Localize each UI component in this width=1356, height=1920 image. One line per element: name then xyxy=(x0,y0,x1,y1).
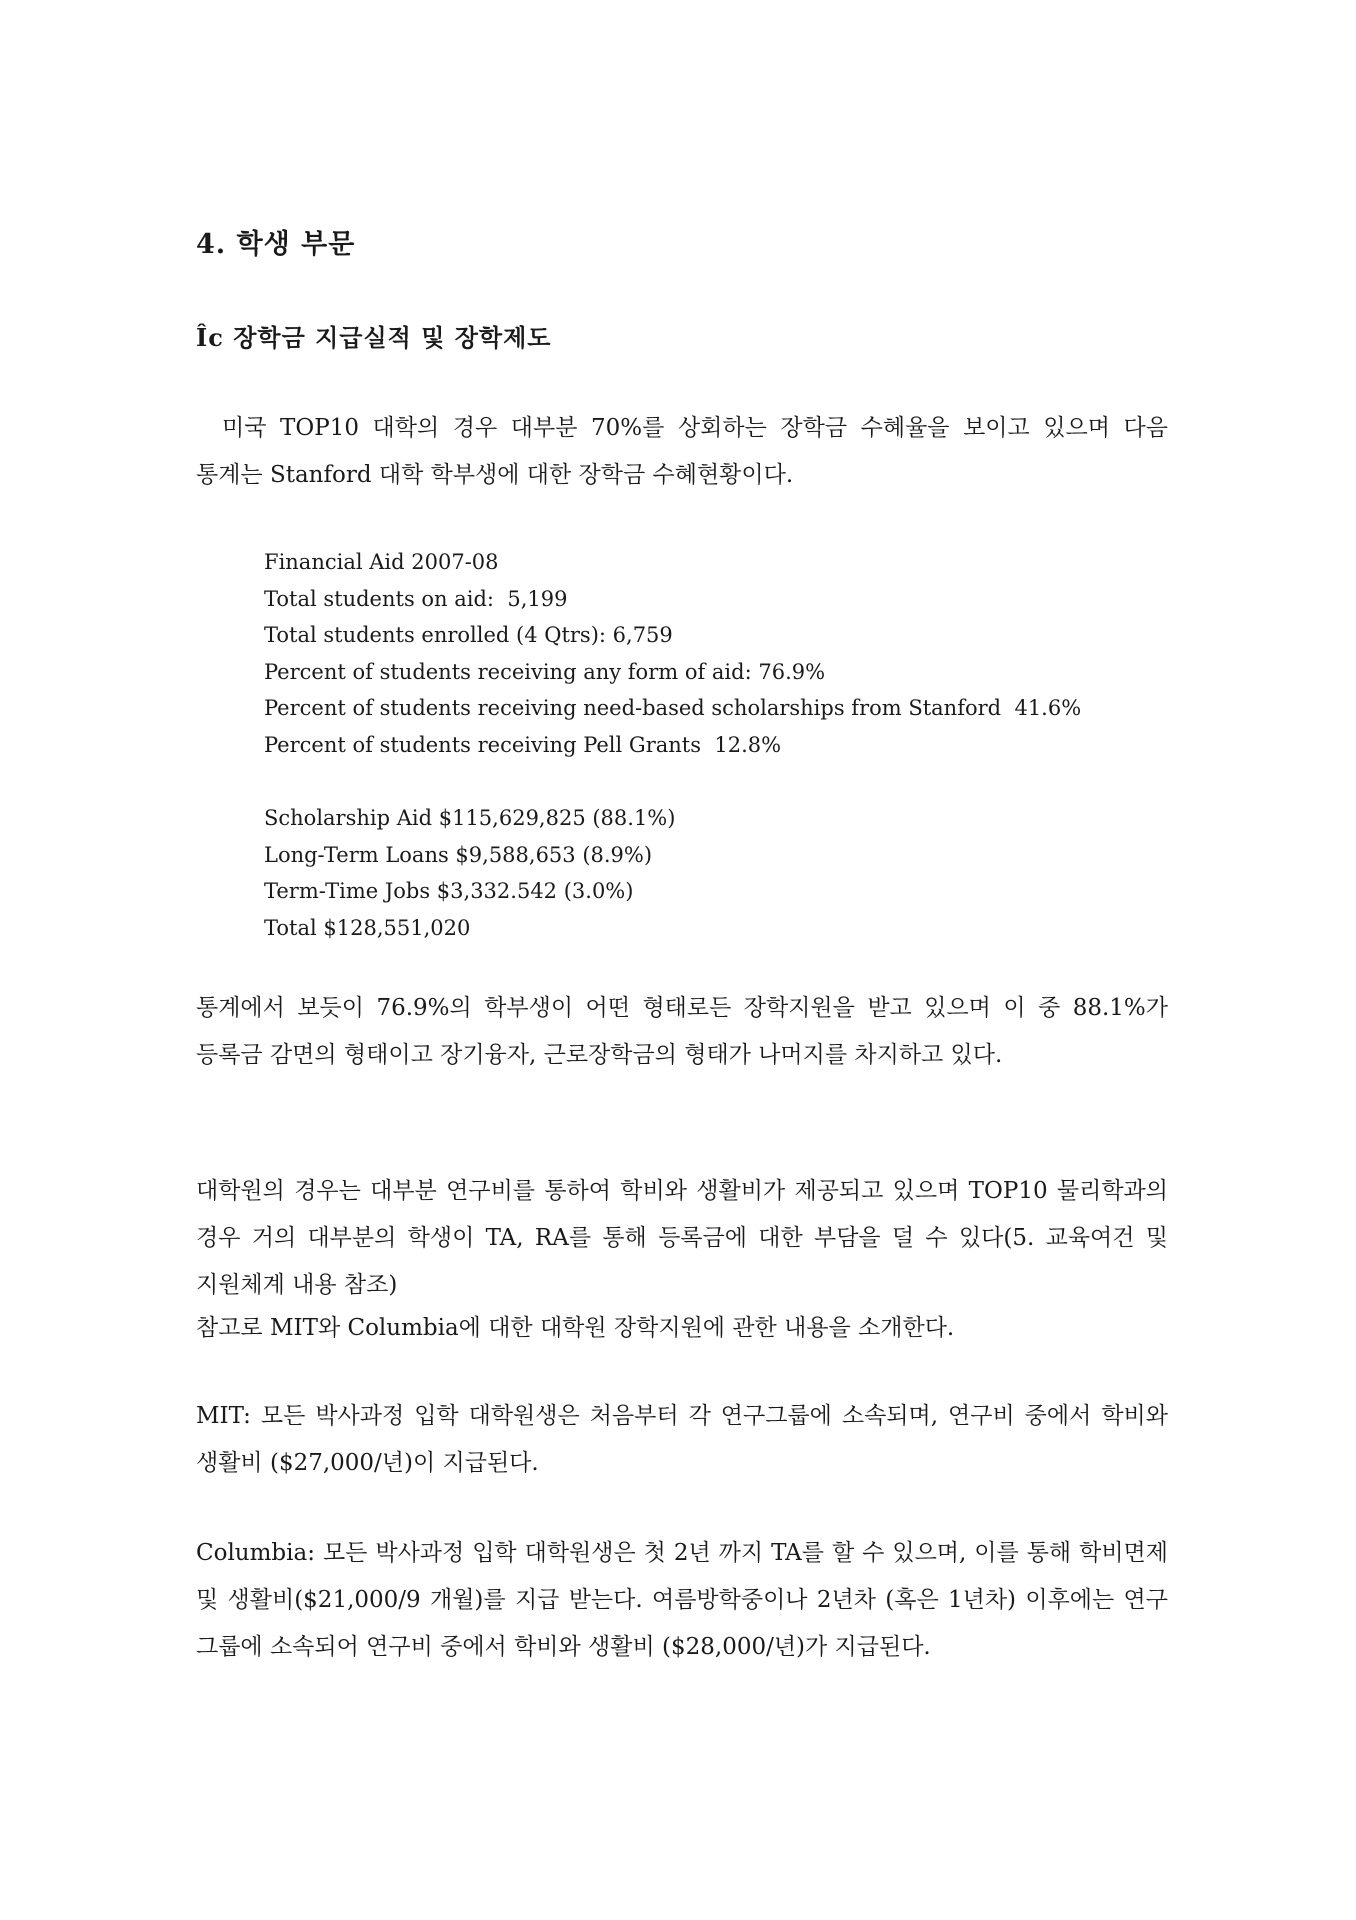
sub-heading: Îc 장학금 지급실적 및 장학제도 xyxy=(196,323,552,352)
stat-line: Percent of students receiving need-based scholarships from Stanford 41.6% xyxy=(264,696,1082,720)
stat-line: Total students enrolled (4 Qtrs): 6,759 xyxy=(264,623,673,647)
amount-line: Total $128,551,020 xyxy=(264,915,471,940)
stats-summary-paragraph: 통계에서 보듯이 76.9%의 학부생이 어떤 형태로든 장학지원을 받고 있으며 이 중 88.1%가 등록금 감면의 형태이고 장기융자, 근로장학금의 형태가 나머지를 차지하고 있다. xyxy=(196,995,1168,1068)
reference-paragraph: 참고로 MIT와 Columbia에 대한 대학원 장학지원에 관한 내용을 소개한다. xyxy=(196,1315,955,1341)
columbia-paragraph: Columbia: 모든 박사과정 입학 대학원생은 첫 2년 까지 TA를 할 수 있으며, 이를 통해 학비면제 및 생활비($21,000/9 개월)를 지급 받는다. 여름방학중이나 2년차 (혹은 1년차) 이후에는 연구 그룹에 소속되어 연구비 중에서 학비와 생활비 ($28,000/년)가 지급된다. xyxy=(196,1540,1168,1660)
stat-line: Percent of students receiving any form of aid: 76.9% xyxy=(264,659,826,684)
amount-line: Scholarship Aid $115,629,825 (88.1%) xyxy=(264,806,676,830)
stat-line: Financial Aid 2007-08 xyxy=(264,550,499,574)
stat-line: Total students on aid: 5,199 xyxy=(264,586,568,611)
amount-line: Term-Time Jobs $3,332.542 (3.0%) xyxy=(264,879,634,903)
financial-aid-stats xyxy=(264,544,1081,763)
aid-amounts-stats xyxy=(264,800,675,946)
intro-paragraph: 미국 TOP10 대학의 경우 대부분 70%를 상회하는 장학금 수혜율을 보이고 있으며 다음 통계는 Stanford 대학 학부생에 대한 장학금 수혜현황이다. xyxy=(196,415,1168,488)
section-heading: 4. 학생 부문 xyxy=(196,229,356,260)
amount-line: Long-Term Loans $9,588,653 (8.9%) xyxy=(264,842,653,867)
mit-paragraph: MIT: 모든 박사과정 입학 대학원생은 처음부터 각 연구그룹에 소속되며, 연구비 중에서 학비와 생활비 ($27,000/년)이 지급된다. xyxy=(196,1403,1168,1476)
stat-line: Percent of students receiving Pell Grants 12.8% xyxy=(264,732,782,757)
graduate-paragraph: 대학원의 경우는 대부분 연구비를 통하여 학비와 생활비가 제공되고 있으며 TOP10 물리학과의 경우 거의 대부분의 학생이 TA, RA를 통해 등록금에 대한 부담을 덜 수 있다(5. 교육여건 및 지원체계 내용 참조) xyxy=(196,1178,1168,1298)
